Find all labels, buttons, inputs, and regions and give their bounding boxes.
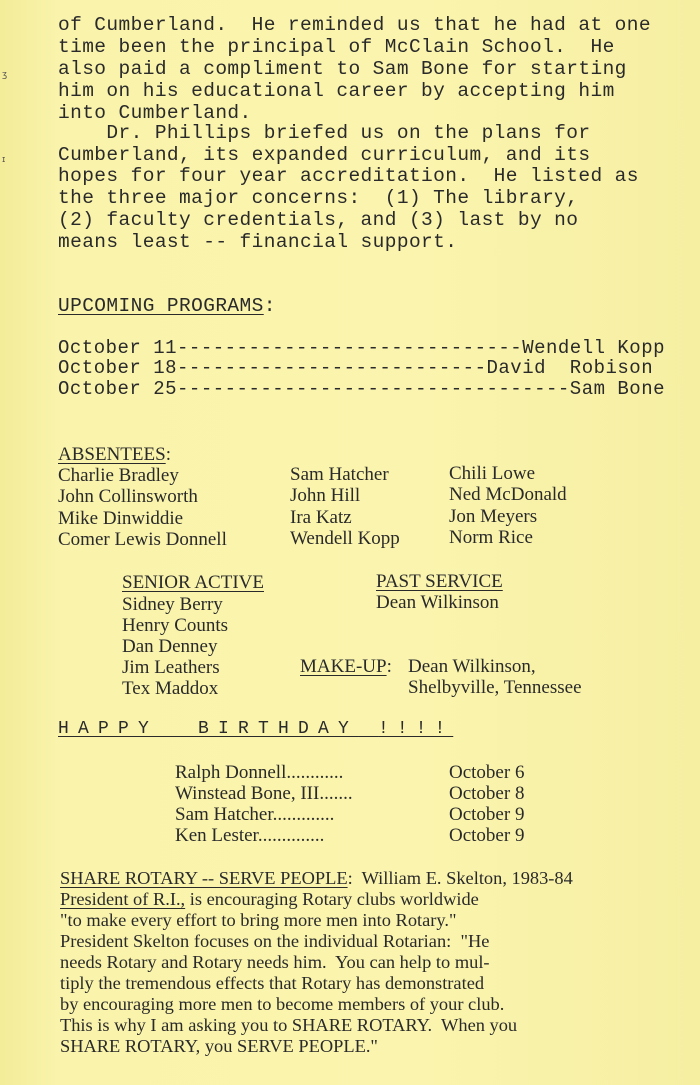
share-line-text: William E. Skelton, 1983-84 bbox=[352, 868, 573, 888]
absentee-name: Mike Dinwiddie bbox=[58, 508, 184, 529]
absentees-heading-text: ABSENTEES bbox=[58, 444, 166, 465]
birthday-date: October 9 bbox=[449, 804, 525, 825]
absentee-name: Norm Rice bbox=[449, 527, 533, 548]
upcoming-heading-text: UPCOMING PROGRAMS bbox=[58, 295, 264, 317]
program-row bbox=[58, 378, 665, 400]
birthday-dots: ............ bbox=[286, 762, 344, 783]
share-heading: SHARE ROTARY -- SERVE PEOPLE bbox=[60, 868, 348, 888]
absentee-name: Chili Lowe bbox=[449, 463, 536, 484]
senior-active-heading: SENIOR ACTIVE bbox=[122, 572, 264, 593]
birthday-date: October 8 bbox=[449, 783, 525, 804]
birthday-name: Winstead Bone, III bbox=[175, 783, 320, 804]
program-leader: ----------------------------- bbox=[177, 337, 523, 359]
share-line: SHARE ROTARY, you SERVE PEOPLE." bbox=[60, 1036, 378, 1056]
intro-line: also paid a compliment to Sam Bone for starting bbox=[58, 58, 627, 80]
past-service-name: Dean Wilkinson bbox=[376, 592, 499, 613]
intro-line: (2) faculty credentials, and (3) last by no bbox=[58, 209, 579, 231]
absentee-name: Sam Hatcher bbox=[290, 464, 389, 485]
birthday-name: Sam Hatcher bbox=[175, 804, 273, 825]
program-speaker: Wendell Kopp bbox=[522, 337, 666, 359]
birthday-row bbox=[175, 804, 334, 826]
senior-active-name: Tex Maddox bbox=[122, 678, 219, 699]
birthday-dots: ....... bbox=[319, 783, 353, 804]
senior-active-name: Henry Counts bbox=[122, 615, 229, 636]
intro-line: Dr. Phillips briefed us on the plans for bbox=[58, 122, 591, 144]
program-speaker: David Robison bbox=[486, 357, 654, 379]
program-leader: --------------------------------- bbox=[177, 378, 570, 400]
intro-line: means least -- financial support. bbox=[58, 231, 458, 253]
intro-line: Cumberland, its expanded curriculum, and its bbox=[58, 144, 591, 166]
makeup-line: Shelbyville, Tennessee bbox=[408, 677, 582, 698]
birthday-row bbox=[175, 762, 343, 784]
senior-active-name: Sidney Berry bbox=[122, 594, 223, 615]
program-date: October 18 bbox=[58, 357, 178, 379]
absentees-heading-colon: : bbox=[165, 444, 171, 465]
program-speaker: Sam Bone bbox=[569, 378, 666, 400]
program-leader: -------------------------- bbox=[177, 357, 487, 379]
birthday-heading bbox=[58, 719, 453, 739]
share-line bbox=[60, 868, 573, 889]
share-line: tiply the tremendous effects that Rotary has demonstrated bbox=[60, 973, 485, 993]
program-date: October 11 bbox=[58, 337, 178, 359]
absentee-name: Jon Meyers bbox=[449, 506, 538, 527]
absentees-heading bbox=[58, 444, 171, 466]
share-heading-colon: : bbox=[347, 868, 353, 888]
absentee-name: John Collinsworth bbox=[58, 486, 198, 507]
intro-line: him on his educational career by accepting him bbox=[58, 80, 615, 102]
program-date: October 25 bbox=[58, 378, 178, 400]
share-line: This is why I am asking you to SHARE ROTARY. When you bbox=[60, 1015, 518, 1035]
margin-mark: ʒ bbox=[2, 70, 8, 80]
program-row bbox=[58, 337, 665, 359]
share-line: President Skelton focuses on the individual Rotarian: "He bbox=[60, 931, 490, 951]
share-line: by encouraging more men to become members of your club. bbox=[60, 994, 505, 1014]
intro-line: the three major concerns: (1) The library, bbox=[58, 187, 579, 209]
intro-line: of Cumberland. He reminded us that he had at one bbox=[58, 14, 651, 36]
birthday-row bbox=[175, 825, 324, 847]
makeup-heading-colon: : bbox=[386, 656, 392, 677]
share-line bbox=[60, 889, 479, 910]
birthday-name: Ken Lester bbox=[175, 825, 258, 846]
absentee-name: Ira Katz bbox=[290, 507, 352, 528]
program-row bbox=[58, 357, 653, 379]
absentee-name: Ned McDonald bbox=[449, 484, 567, 505]
share-line: needs Rotary and Rotary needs him. You can help to mul- bbox=[60, 952, 490, 972]
absentee-name: Comer Lewis Donnell bbox=[58, 529, 227, 550]
birthday-row bbox=[175, 783, 353, 805]
birthday-heading-text: HAPPY BIRTHDAY bbox=[58, 719, 359, 739]
senior-active-name: Jim Leathers bbox=[122, 657, 220, 678]
birthday-name: Ralph Donnell bbox=[175, 762, 287, 783]
absentee-name: John Hill bbox=[290, 485, 361, 506]
intro-line: time been the principal of McClain School. He bbox=[58, 36, 615, 58]
margin-mark: ɪ bbox=[2, 155, 6, 165]
makeup-line: Dean Wilkinson, bbox=[408, 656, 536, 677]
birthday-date: October 9 bbox=[449, 825, 525, 846]
intro-line: hopes for four year accreditation. He listed as bbox=[58, 165, 639, 187]
share-president-title: President of R.I., bbox=[60, 889, 186, 909]
makeup-heading-text: MAKE-UP bbox=[300, 656, 387, 677]
birthday-dots: .............. bbox=[257, 825, 325, 846]
absentee-name: Wendell Kopp bbox=[290, 528, 400, 549]
past-service-heading: PAST SERVICE bbox=[376, 571, 503, 592]
upcoming-heading bbox=[58, 295, 276, 317]
share-line-text: is encouraging Rotary clubs worldwide bbox=[185, 889, 479, 909]
senior-active-name: Dan Denney bbox=[122, 636, 218, 657]
upcoming-heading-colon: : bbox=[263, 295, 276, 317]
birthday-exclaim: !!!! bbox=[378, 719, 454, 739]
makeup-heading bbox=[300, 656, 392, 678]
birthday-dots: ............. bbox=[272, 804, 335, 825]
intro-line: into Cumberland. bbox=[58, 102, 252, 124]
share-line: "to make every effort to bring more men into Rotary." bbox=[60, 910, 457, 930]
birthday-date: October 6 bbox=[449, 762, 525, 783]
absentee-name: Charlie Bradley bbox=[58, 465, 179, 486]
